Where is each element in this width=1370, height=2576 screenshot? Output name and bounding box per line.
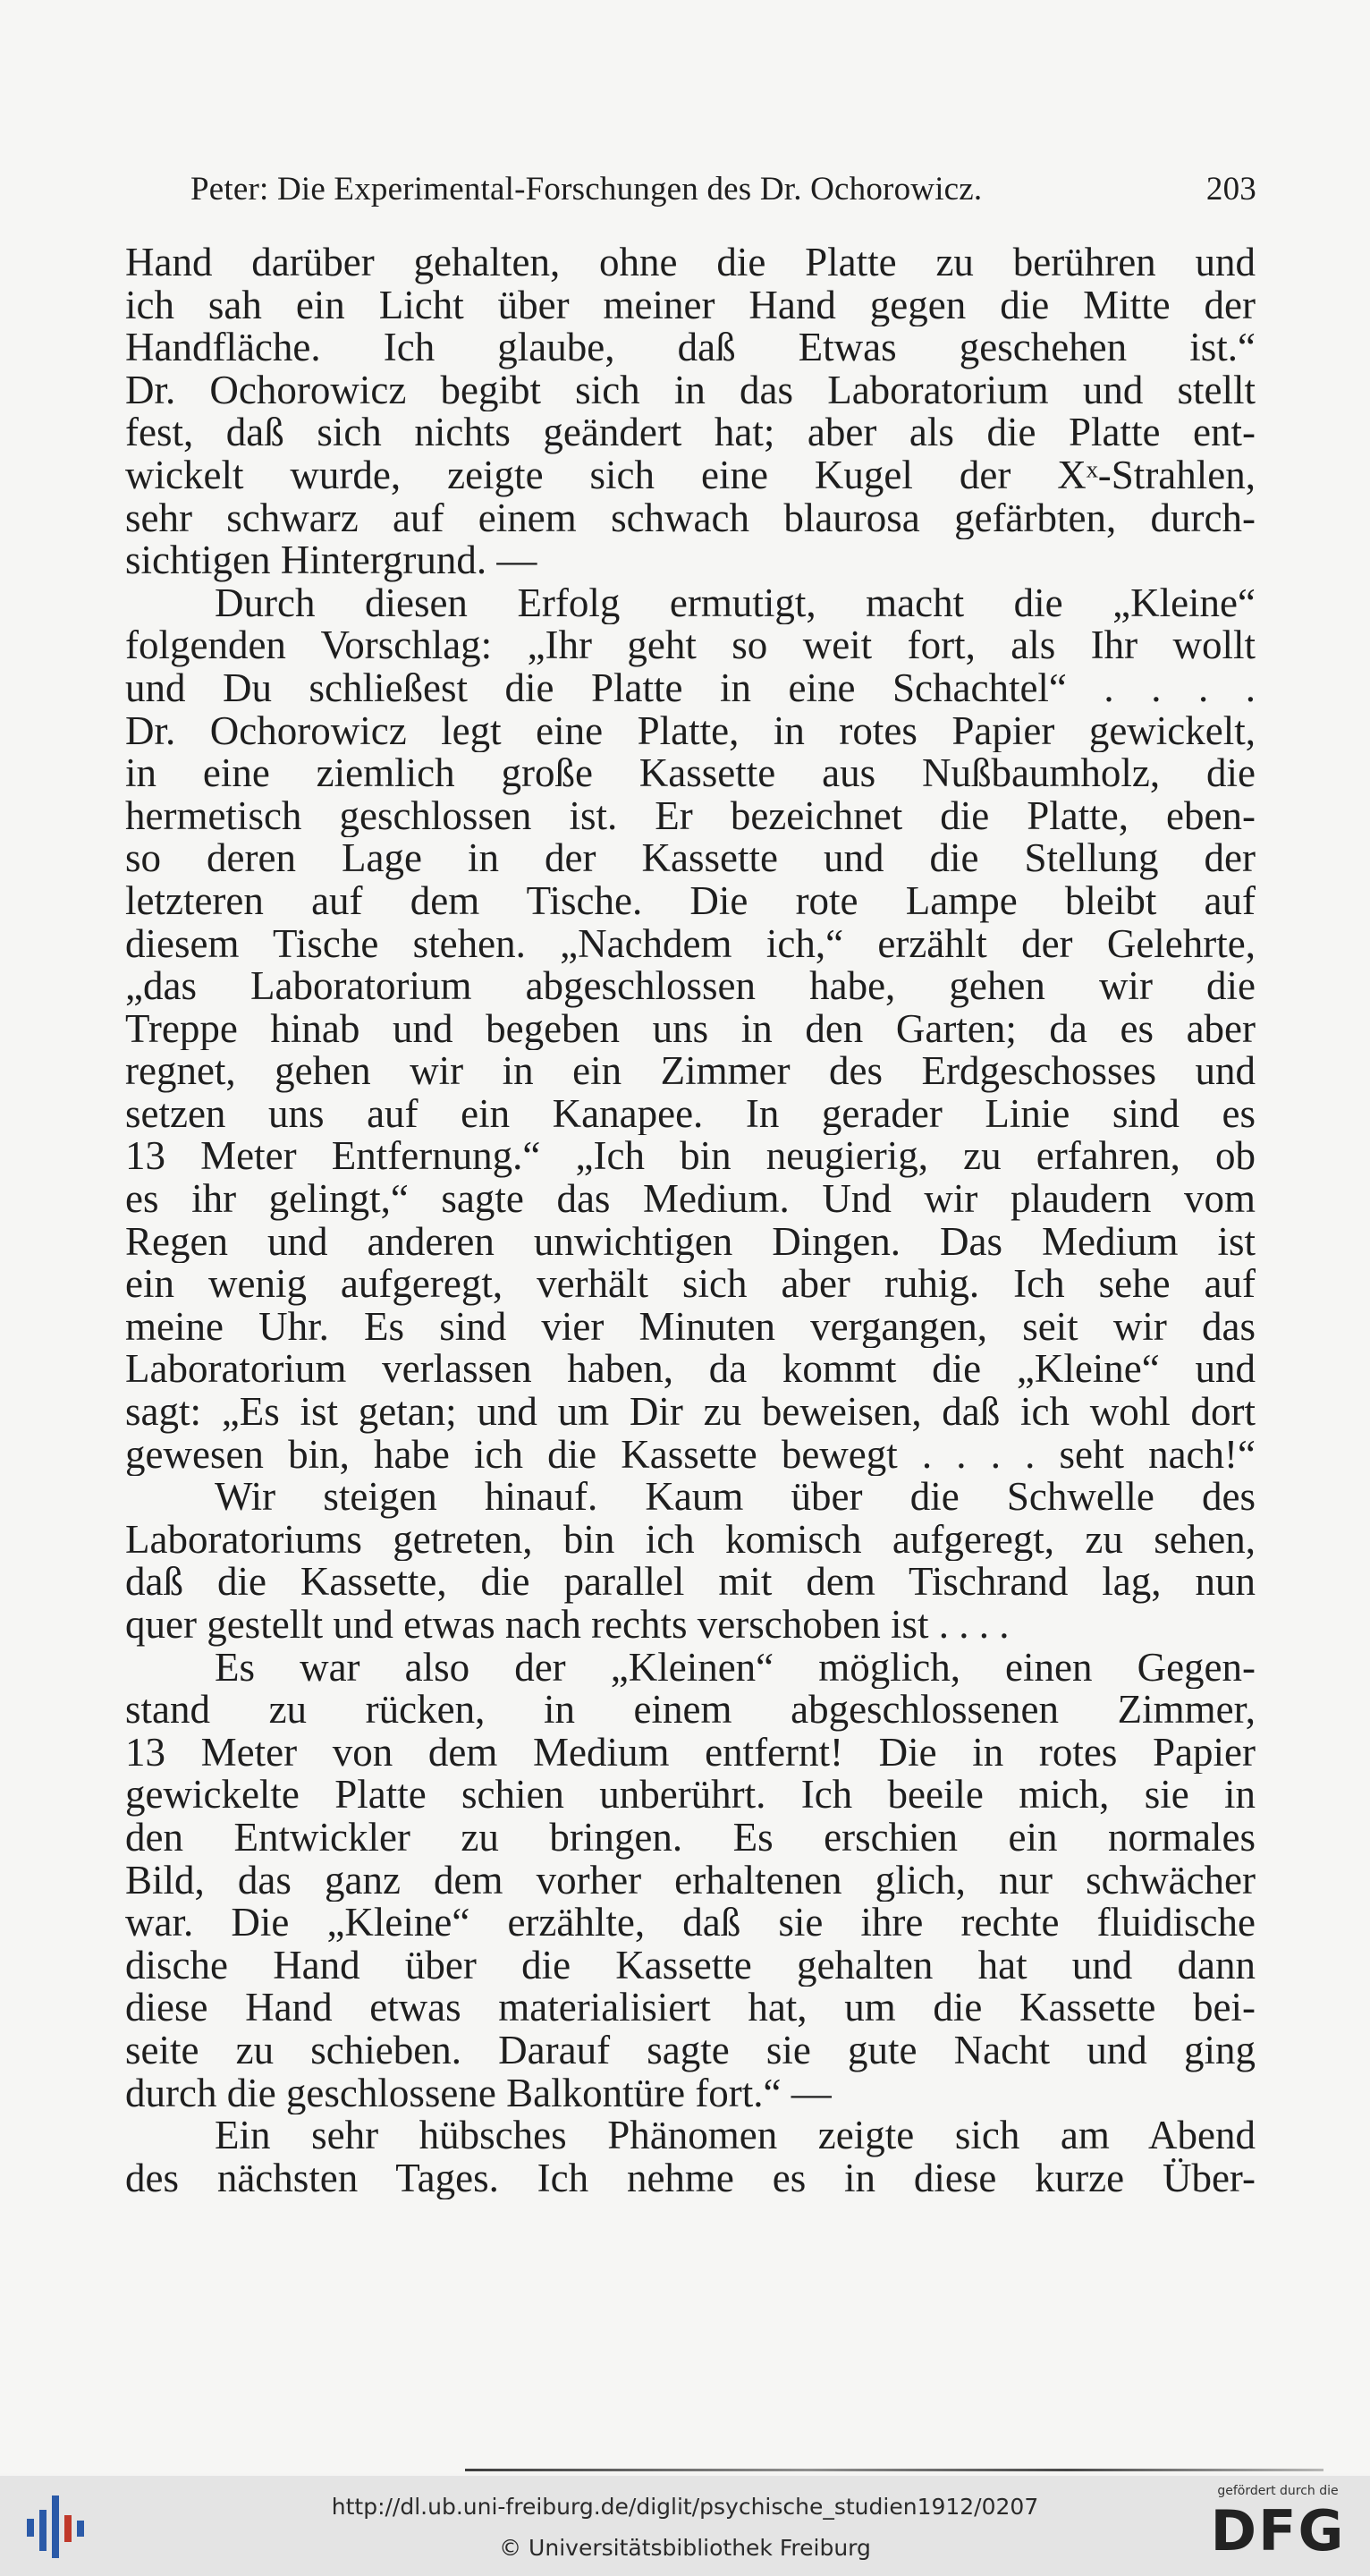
text-line: gewesen bin, habe ich die Kassette bewegt . . . . seht nach!“ bbox=[125, 1433, 1256, 1477]
text-line: fest, daß sich nichts geändert hat; aber als die Platte ent- bbox=[125, 411, 1256, 454]
text-line: war. Die „Kleine“ erzählte, daß sie ihre rechte fluidische bbox=[125, 1902, 1256, 1945]
text-line: so deren Lage in der Kassette und die Stellung der bbox=[125, 837, 1256, 880]
text-line: letzteren auf dem Tische. Die rote Lampe bleibt auf bbox=[125, 879, 1256, 923]
text-line: Regen und anderen unwichtigen Dingen. Das Medium ist bbox=[125, 1220, 1256, 1264]
text-line: gewickelte Platte schien unberührt. Ich beeile mich, sie in bbox=[125, 1774, 1256, 1817]
text-line: ich sah ein Licht über meiner Hand gegen die Mitte der bbox=[125, 284, 1256, 327]
text-line: Handfläche. Ich glaube, daß Etwas geschehen ist.“ bbox=[125, 326, 1256, 369]
text-line: Bild, das ganz dem vorher erhaltenen glich, nur schwächer bbox=[125, 1859, 1256, 1902]
text-line: quer gestellt und etwas nach rechts verschoben ist . . . . bbox=[125, 1604, 1010, 1647]
header-title: Peter: Die Experimental-Forschungen des Dr. Ochorowicz. bbox=[190, 171, 983, 208]
text-line: Laboratoriums getreten, bin ich komisch aufgeregt, zu sehen, bbox=[125, 1518, 1256, 1562]
text-line: Dr. Ochorowicz legt eine Platte, in rotes Papier gewickelt, bbox=[125, 709, 1256, 753]
text-line: Treppe hinab und begeben uns in den Garten; da es aber bbox=[125, 1007, 1256, 1051]
text-line: meine Uhr. Es sind vier Minuten vergangen, seit wir das bbox=[125, 1305, 1256, 1349]
text-line: und Du schließest die Platte in eine Schachtel“ . . . . bbox=[125, 666, 1256, 710]
text-line: sagt: „Es ist getan; und um Dir zu beweisen, daß ich wohl dort bbox=[125, 1391, 1256, 1434]
text-line: dische Hand über die Kassette gehalten hat und dann bbox=[125, 1944, 1256, 1987]
sponsor-caption: gefördert durch die bbox=[1217, 2484, 1339, 2498]
text-line: 13 Meter Entfernung.“ „Ich bin neugierig, zu erfahren, ob bbox=[125, 1135, 1256, 1179]
text-line: sehr schwarz auf einem schwach blaurosa gefärbten, durch- bbox=[125, 496, 1256, 540]
text-line: es ihr gelingt,“ sagte das Medium. Und wir plaudern vom bbox=[125, 1178, 1256, 1221]
body-text bbox=[125, 242, 1256, 2199]
text-line: Es war also der „Kleinen“ möglich, einen Gegen- bbox=[215, 1646, 1256, 1690]
text-line: Ein sehr hübsches Phänomen zeigte sich am Abend bbox=[215, 2114, 1256, 2157]
text-line: den Entwickler zu bringen. Es erschien ein normales bbox=[125, 1816, 1256, 1860]
text-line: setzen uns auf ein Kanapee. In gerader Linie sind es bbox=[125, 1092, 1256, 1136]
page-number: 203 bbox=[1205, 171, 1256, 208]
dfg-sponsor-logo bbox=[1202, 2483, 1354, 2571]
running-header bbox=[190, 166, 1256, 213]
text-line: „das Laboratorium abgeschlossen habe, gehen wir die bbox=[125, 965, 1256, 1008]
text-line: wickelt wurde, zeigte sich eine Kugel der Xˣ-Strahlen, bbox=[125, 453, 1256, 497]
text-line: seite zu schieben. Darauf sagte sie gute Nacht und ging bbox=[125, 2029, 1256, 2072]
text-line: Hand darüber gehalten, ohne die Platte zu berühren und bbox=[125, 242, 1256, 284]
text-line: diesem Tische stehen. „Nachdem ich,“ erzählt der Gelehrte, bbox=[125, 922, 1256, 966]
text-line: ein wenig aufgeregt, verhält sich aber ruhig. Ich sehe auf bbox=[125, 1263, 1256, 1306]
text-line: daß die Kassette, die parallel mit dem Tischrand lag, nun bbox=[125, 1561, 1256, 1604]
text-line: diese Hand etwas materialisiert hat, um die Kassette bei- bbox=[125, 1987, 1256, 2029]
copyright-notice: © Universitätsbibliothek Freiburg bbox=[499, 2535, 871, 2561]
viewer-footer bbox=[0, 2476, 1370, 2576]
text-line: Wir steigen hinauf. Kaum über die Schwelle des bbox=[215, 1476, 1256, 1519]
text-line: durch die geschlossene Balkontüre fort.“ — bbox=[125, 2072, 832, 2115]
text-line: Laboratorium verlassen haben, da kommt die „Kleine“ und bbox=[125, 1348, 1256, 1392]
text-line: Dr. Ochorowicz begibt sich in das Laboratorium und stellt bbox=[125, 369, 1256, 412]
source-url-link[interactable]: http://dl.ub.uni-freiburg.de/diglit/psychische_studien1912/0207 bbox=[331, 2494, 1039, 2520]
text-line: des nächsten Tages. Ich nehme es in diese kurze Über- bbox=[125, 2157, 1256, 2200]
text-line: regnet, gehen wir in ein Zimmer des Erdgeschosses und bbox=[125, 1050, 1256, 1093]
text-line: stand zu rücken, in einem abgeschlossenen Zimmer, bbox=[125, 1689, 1256, 1732]
scan-edge-mark bbox=[465, 2469, 1323, 2471]
text-line: folgenden Vorschlag: „Ihr geht so weit fort, als Ihr wollt bbox=[125, 624, 1256, 667]
text-line: hermetisch geschlossen ist. Er bezeichnet die Platte, eben- bbox=[125, 794, 1256, 838]
text-line: Durch diesen Erfolg ermutigt, macht die „Kleine“ bbox=[215, 581, 1256, 625]
text-line: in eine ziemlich große Kassette aus Nußbaumholz, die bbox=[125, 752, 1256, 795]
text-line: 13 Meter von dem Medium entfernt! Die in rotes Papier bbox=[125, 1731, 1256, 1775]
dfg-logo-text: DFG bbox=[1210, 2498, 1346, 2563]
text-line: sichtigen Hintergrund. — bbox=[125, 539, 537, 582]
